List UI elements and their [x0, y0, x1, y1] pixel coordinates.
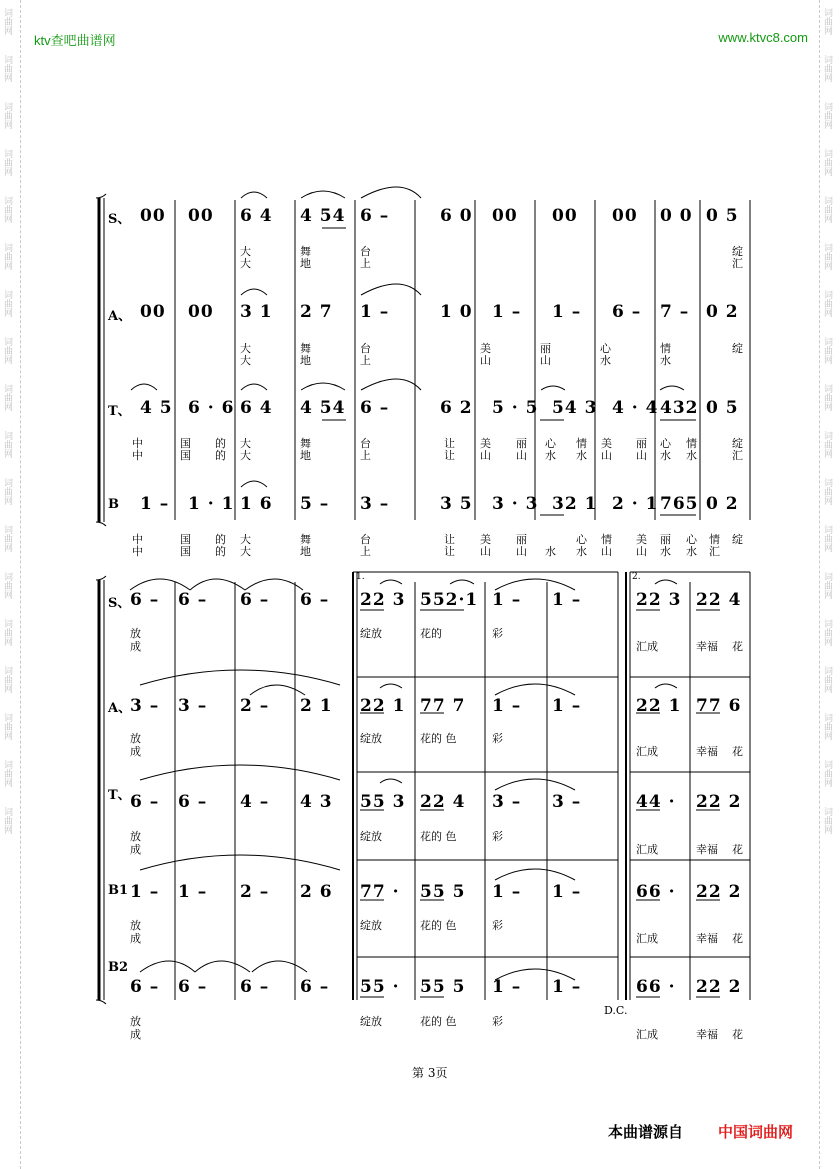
watermark-text: 词曲网: [822, 196, 832, 223]
note-group: 66 ·: [636, 977, 676, 997]
note-group: 4 5: [140, 398, 173, 418]
voice-label-alto: A、: [108, 309, 132, 324]
lyric-char: 上: [360, 354, 371, 367]
lyric-char: 让: [444, 449, 455, 462]
note-group: 4 –: [240, 792, 270, 812]
note-group: 7 –: [660, 302, 690, 322]
lyric-text: 彩: [492, 732, 503, 745]
note-group: 6 –: [178, 590, 208, 610]
watermark-text: 词曲网: [822, 55, 832, 82]
note-group: 6 4: [240, 206, 273, 226]
volta-1: 1.: [356, 572, 365, 582]
note-group: 552·1: [420, 590, 479, 610]
watermark-text: 词曲网: [2, 666, 12, 693]
lyric-text: 花: [732, 932, 743, 945]
note-group: 2 7: [300, 302, 333, 322]
da-capo-mark: D.C.: [604, 1004, 628, 1017]
watermark-text: 词曲网: [822, 243, 832, 270]
lyric-char: 国: [180, 449, 191, 462]
lyric-char: 汇: [732, 449, 743, 462]
lyric-char: 舞: [300, 342, 311, 355]
lyric-char: 的: [215, 437, 226, 450]
lyric-char: 山: [516, 545, 527, 558]
note-group: 3 · 3: [492, 494, 539, 514]
lyric-char: 让: [444, 533, 455, 546]
note-group: 6 –: [178, 977, 208, 997]
lyric-text: 汇成: [636, 640, 658, 653]
watermark-text: 词曲网: [822, 337, 832, 364]
note-group: 6 –: [300, 977, 330, 997]
note-group: 4 54: [300, 398, 346, 418]
lyric-text: 幸福: [696, 843, 718, 856]
note-group: 22 1: [636, 696, 682, 716]
lyric-char: 大: [240, 533, 251, 546]
lyric-char: 山: [601, 449, 612, 462]
note-group: 00: [552, 206, 578, 226]
lyric-text: 放: [130, 1015, 141, 1028]
note-group: 1 –: [552, 302, 582, 322]
lyric-text: 花: [732, 843, 743, 856]
lyric-char: 国: [180, 437, 191, 450]
note-group: 54 3: [552, 398, 598, 418]
note-group: 77 6: [696, 696, 742, 716]
note-group: 2 · 1: [612, 494, 659, 514]
lyric-char: 水: [660, 354, 671, 367]
watermark-text: 词曲网: [822, 713, 832, 740]
note-group: 1 –: [552, 882, 582, 902]
note-group: 6 –: [130, 977, 160, 997]
voice-label-soprano: S、: [108, 212, 131, 227]
watermark-text: 词曲网: [2, 337, 12, 364]
lyric-char: 水: [686, 545, 697, 558]
lyric-text: 放: [130, 830, 141, 843]
lyric-text: 成: [130, 640, 141, 653]
note-group: 22 4: [420, 792, 466, 812]
watermark-text: 词曲网: [2, 290, 12, 317]
lyric-char: 心: [686, 533, 697, 546]
note-group: 6 2: [440, 398, 473, 418]
note-group: 77 ·: [360, 882, 400, 902]
watermark-text: 词曲网: [822, 290, 832, 317]
lyric-text: 成: [130, 1028, 141, 1041]
lyric-char: 国: [180, 545, 191, 558]
note-group: 2 –: [240, 696, 270, 716]
lyric-char: 情: [709, 533, 720, 546]
note-group: 4 54: [300, 206, 346, 226]
watermark-text: 词曲网: [822, 572, 832, 599]
lyric-char: 美: [480, 437, 491, 450]
lyric-char: 丽: [540, 342, 551, 355]
lyric-char: 丽: [516, 533, 527, 546]
note-group: 4 3: [300, 792, 333, 812]
note-group: 00: [140, 302, 166, 322]
lyric-char: 美: [480, 342, 491, 355]
note-group: 6 4: [240, 398, 273, 418]
watermark-text: 词曲网: [822, 149, 832, 176]
lyric-char: 美: [636, 533, 647, 546]
lyric-char: 舞: [300, 533, 311, 546]
lyric-char: 大: [240, 545, 251, 558]
volta-2: 2.: [632, 572, 641, 582]
note-group: 3 –: [360, 494, 390, 514]
watermark-text: 词曲网: [822, 384, 832, 411]
lyric-char: 水: [660, 449, 671, 462]
watermark-text: 词曲网: [822, 102, 832, 129]
note-group: 44 ·: [636, 792, 676, 812]
lyric-text: 绽放: [360, 732, 382, 745]
lyric-text: 幸福: [696, 1028, 718, 1041]
source-label: 本曲谱源自: [608, 1123, 684, 1141]
lyric-char: 山: [480, 449, 491, 462]
lyric-char: 上: [360, 545, 371, 558]
voice-label-bass2: B2: [108, 960, 129, 975]
note-group: 6 –: [360, 206, 390, 226]
lyric-text: 彩: [492, 627, 503, 640]
note-group: 6 –: [612, 302, 642, 322]
note-group: 6 –: [300, 590, 330, 610]
lyric-text: 放: [130, 732, 141, 745]
lyric-char: 中: [132, 545, 143, 558]
lyric-char: 台: [360, 533, 371, 546]
note-group: 00: [188, 302, 214, 322]
note-group: 55 5: [420, 977, 466, 997]
lyric-char: 台: [360, 342, 371, 355]
watermark-text: 词曲网: [822, 431, 832, 458]
lyric-char: 大: [240, 354, 251, 367]
lyric-char: 心: [600, 342, 611, 355]
lyric-char: 大: [240, 245, 251, 258]
lyric-char: 的: [215, 545, 226, 558]
lyric-char: 山: [516, 449, 527, 462]
lyric-text: 绽放: [360, 919, 382, 932]
note-group: 0 5: [706, 206, 739, 226]
watermark-text: 词曲网: [2, 619, 12, 646]
watermark-text: 词曲网: [2, 431, 12, 458]
lyric-char: 山: [480, 354, 491, 367]
lyric-char: 水: [600, 354, 611, 367]
lyric-char: 的: [215, 533, 226, 546]
note-group: 77 7: [420, 696, 466, 716]
lyric-char: 汇: [732, 257, 743, 270]
note-group: 1 0: [440, 302, 473, 322]
lyric-text: 成: [130, 745, 141, 758]
watermark-text: 词曲网: [2, 760, 12, 787]
note-group: 00: [492, 206, 518, 226]
lyric-char: 让: [444, 545, 455, 558]
lyric-text: 汇成: [636, 932, 658, 945]
lyric-char: 台: [360, 245, 371, 258]
lyric-char: 心: [576, 533, 587, 546]
site-url-header[interactable]: www.ktvc8.com: [718, 30, 808, 45]
lyric-char: 心: [660, 437, 671, 450]
lyric-char: 情: [686, 437, 697, 450]
lyric-text: 放: [130, 627, 141, 640]
note-group: 3 –: [130, 696, 160, 716]
lyric-char: 国: [180, 533, 191, 546]
watermark-text: 词曲网: [822, 525, 832, 552]
lyric-char: 中: [132, 533, 143, 546]
note-group: 55 ·: [360, 977, 400, 997]
lyric-char: 水: [545, 449, 556, 462]
voice-label-tenor-2: T、: [108, 788, 131, 803]
watermark-text: 词曲网: [822, 478, 832, 505]
note-group: 6 –: [240, 977, 270, 997]
lyric-text: 放: [130, 919, 141, 932]
lyric-char: 水: [576, 449, 587, 462]
note-group: 1 –: [552, 696, 582, 716]
note-group: 0 2: [706, 494, 739, 514]
lyric-char: 水: [545, 545, 556, 558]
site-name-header[interactable]: ktv查吧曲谱网: [34, 33, 116, 48]
watermark-text: 词曲网: [822, 760, 832, 787]
note-group: 1 –: [492, 882, 522, 902]
lyric-text: 幸福: [696, 932, 718, 945]
lyric-char: 汇: [709, 545, 720, 558]
watermark-text: 词曲网: [822, 8, 832, 35]
note-group: 2 –: [240, 882, 270, 902]
lyric-char: 舞: [300, 245, 311, 258]
note-group: 22 2: [696, 882, 742, 902]
note-group: 6 –: [130, 590, 160, 610]
note-group: 432: [660, 398, 699, 418]
lyric-char: 大: [240, 342, 251, 355]
note-group: 22 3: [636, 590, 682, 610]
lyric-char: 丽: [636, 437, 647, 450]
lyric-char: 水: [686, 449, 697, 462]
note-group: 22 2: [696, 977, 742, 997]
source-site-link[interactable]: 中国词曲网: [718, 1123, 794, 1141]
note-group: 5 –: [300, 494, 330, 514]
note-group: 1 · 1: [188, 494, 235, 514]
lyric-char: 丽: [516, 437, 527, 450]
lyric-char: 地: [300, 449, 311, 462]
note-group: 1 –: [492, 696, 522, 716]
lyric-text: 绽放: [360, 830, 382, 843]
voice-label-soprano-2: S、: [108, 596, 131, 611]
watermark-text: 词曲网: [2, 8, 12, 35]
lyric-char: 地: [300, 545, 311, 558]
lyric-char: 大: [240, 437, 251, 450]
note-group: 1 –: [552, 977, 582, 997]
lyric-char: 山: [601, 545, 612, 558]
lyric-char: 舞: [300, 437, 311, 450]
lyric-text: 汇成: [636, 1028, 658, 1041]
note-group: 6 –: [130, 792, 160, 812]
note-group: 2 6: [300, 882, 333, 902]
watermark-text: 词曲网: [2, 713, 12, 740]
lyric-text: 花的 色: [420, 919, 457, 932]
watermark-text: 词曲网: [2, 525, 12, 552]
note-group: 66 ·: [636, 882, 676, 902]
note-group: 3 –: [552, 792, 582, 812]
lyric-char: 绽: [732, 533, 743, 546]
note-group: 1 –: [492, 302, 522, 322]
lyric-text: 绽放: [360, 1015, 382, 1028]
note-group: 32 1: [552, 494, 598, 514]
note-group: 1 –: [130, 882, 160, 902]
lyric-char: 绽: [732, 245, 743, 258]
lyric-char: 大: [240, 257, 251, 270]
lyric-text: 花的: [420, 627, 442, 640]
lyric-text: 彩: [492, 919, 503, 932]
lyric-char: 让: [444, 437, 455, 450]
note-group: 2 1: [300, 696, 333, 716]
note-group: 1 –: [492, 977, 522, 997]
lyric-text: 成: [130, 932, 141, 945]
lyric-char: 大: [240, 449, 251, 462]
page-number: 第 3页: [412, 1066, 448, 1080]
voice-label-alto-2: A、: [108, 701, 132, 716]
note-group: 1 6: [240, 494, 273, 514]
lyric-text: 彩: [492, 1015, 503, 1028]
note-group: 22 3: [360, 590, 406, 610]
note-group: 0 2: [706, 302, 739, 322]
lyric-char: 台: [360, 437, 371, 450]
note-group: 6 0: [440, 206, 473, 226]
note-group: 0 5: [706, 398, 739, 418]
note-group: 1 –: [552, 590, 582, 610]
lyric-char: 情: [576, 437, 587, 450]
note-group: 55 3: [360, 792, 406, 812]
note-group: 6 –: [360, 398, 390, 418]
lyric-text: 花: [732, 745, 743, 758]
lyric-char: 情: [660, 342, 671, 355]
lyric-char: 山: [540, 354, 551, 367]
lyric-char: 地: [300, 354, 311, 367]
watermark-text: 词曲网: [2, 196, 12, 223]
lyric-char: 地: [300, 257, 311, 270]
note-group: 3 –: [178, 696, 208, 716]
note-group: 4 · 4: [612, 398, 659, 418]
watermark-text: 词曲网: [2, 384, 12, 411]
watermark-text: 词曲网: [2, 572, 12, 599]
note-group: 765: [660, 494, 699, 514]
lyric-text: 幸福: [696, 745, 718, 758]
watermark-text: 词曲网: [822, 619, 832, 646]
note-group: 5 · 5: [492, 398, 539, 418]
note-group: 1 –: [360, 302, 390, 322]
note-group: 00: [612, 206, 638, 226]
lyric-text: 花的 色: [420, 830, 457, 843]
note-group: 6 –: [240, 590, 270, 610]
note-group: 1 –: [178, 882, 208, 902]
lyric-text: 绽放: [360, 627, 382, 640]
note-group: 00: [140, 206, 166, 226]
lyric-char: 中: [132, 449, 143, 462]
lyric-char: 的: [215, 449, 226, 462]
note-group: 00: [188, 206, 214, 226]
lyric-text: 成: [130, 843, 141, 856]
lyric-text: 花的 色: [420, 1015, 457, 1028]
note-group: 1 –: [140, 494, 170, 514]
lyric-char: 水: [660, 545, 671, 558]
note-group: 22 2: [696, 792, 742, 812]
lyric-text: 彩: [492, 830, 503, 843]
lyric-text: 花的 色: [420, 732, 457, 745]
lyric-char: 上: [360, 257, 371, 270]
lyric-char: 美: [601, 437, 612, 450]
watermark-text: 词曲网: [2, 102, 12, 129]
lyric-char: 丽: [660, 533, 671, 546]
note-group: 1 –: [492, 590, 522, 610]
watermark-text: 词曲网: [2, 478, 12, 505]
lyric-text: 汇成: [636, 843, 658, 856]
note-group: 22 4: [696, 590, 742, 610]
lyric-char: 山: [636, 545, 647, 558]
watermark-text: 词曲网: [2, 243, 12, 270]
lyric-char: 上: [360, 449, 371, 462]
lyric-char: 水: [576, 545, 587, 558]
note-group: 3 5: [440, 494, 473, 514]
voice-label-bass1: B1: [108, 883, 129, 898]
lyric-text: 汇成: [636, 745, 658, 758]
voice-label-tenor: T、: [108, 404, 131, 419]
lyric-char: 心: [545, 437, 556, 450]
note-group: 6 · 6: [188, 398, 235, 418]
lyric-char: 绽: [732, 437, 743, 450]
lyric-char: 绽: [732, 342, 743, 355]
lyric-char: 美: [480, 533, 491, 546]
watermark-text: 词曲网: [2, 807, 12, 834]
voice-label-bass: B: [108, 497, 119, 512]
lyric-char: 山: [636, 449, 647, 462]
lyric-text: 花: [732, 1028, 743, 1041]
lyric-char: 情: [601, 533, 612, 546]
note-group: 22 1: [360, 696, 406, 716]
note-group: 0 0: [660, 206, 693, 226]
watermark-text: 词曲网: [822, 666, 832, 693]
watermark-text: 词曲网: [2, 55, 12, 82]
watermark-text: 词曲网: [2, 149, 12, 176]
note-group: 3 1: [240, 302, 273, 322]
watermark-text: 词曲网: [822, 807, 832, 834]
lyric-char: 山: [480, 545, 491, 558]
lyric-char: 中: [132, 437, 143, 450]
note-group: 55 5: [420, 882, 466, 902]
note-group: 6 –: [178, 792, 208, 812]
lyric-text: 花: [732, 640, 743, 653]
note-group: 3 –: [492, 792, 522, 812]
lyric-text: 幸福: [696, 640, 718, 653]
